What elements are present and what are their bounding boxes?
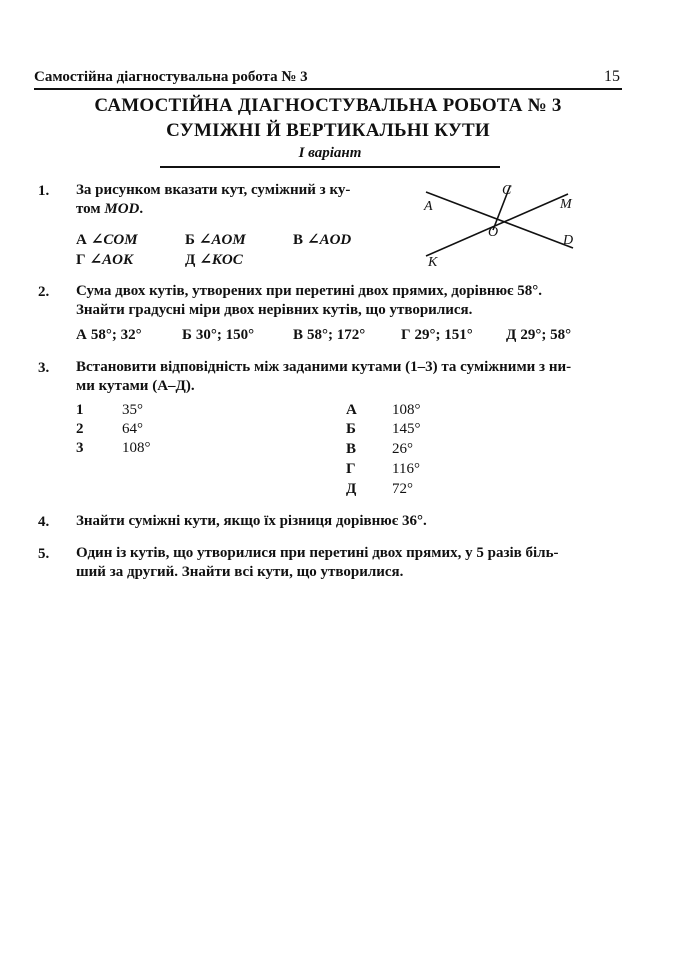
task-5-line-1: Один із кутів, що утворилися при перетині двох прямих, у 5 разів біль-: [76, 545, 559, 561]
title-line-2: СУМІЖНІ Й ВЕРТИКАЛЬНІ КУТИ: [166, 120, 490, 141]
task-1-line-2: [76, 200, 143, 219]
item-letter: В: [346, 441, 357, 457]
task-3-right-letter-a: [346, 402, 357, 419]
option-value: ∠COM: [90, 232, 138, 248]
label-a: A: [424, 199, 433, 214]
intersecting-lines-figure: [418, 180, 598, 270]
task-3-right-letter-c: [346, 441, 356, 458]
task-2-option-a[interactable]: [76, 327, 142, 344]
option-letter: Б: [185, 232, 195, 248]
task-3-right-letter-b: [346, 421, 356, 438]
task-3-left-item-2: [76, 421, 84, 438]
option-letter: Д: [185, 252, 196, 268]
task-3-left-item-1: [76, 402, 84, 419]
item-number: 3: [76, 440, 84, 456]
label-d: D: [563, 233, 574, 248]
page-number: 15: [604, 68, 620, 85]
task-1-number: 1.: [38, 183, 50, 199]
task-1-line-1: За рисунком вказати кут, суміжний з ку-: [76, 182, 351, 198]
task-3-right-value-e: [392, 481, 413, 498]
label-k: K: [428, 255, 438, 270]
option-letter: Г: [401, 327, 411, 343]
option-letter: А: [76, 232, 87, 248]
task-2-line-1: Сума двох кутів, утворених при перетині двох прямих, дорівнює 58°.: [76, 283, 543, 299]
task-2-option-c[interactable]: [293, 327, 365, 344]
line-a-d: [426, 192, 573, 248]
option-letter: Б: [182, 327, 192, 343]
option-value: ∠KOC: [199, 252, 243, 268]
task-3-right-value-b: [392, 421, 421, 438]
label-m: M: [560, 197, 572, 212]
task-3-number: 3.: [38, 360, 50, 376]
option-letter: Г: [76, 252, 86, 268]
task-3-right-letter-d: [346, 461, 356, 478]
task-3-left-value-1: [122, 402, 143, 419]
running-header: [34, 66, 622, 90]
option-letter: В: [293, 327, 304, 343]
option-value: ∠AOK: [89, 252, 133, 268]
task-2-option-d[interactable]: [401, 327, 473, 344]
option-value: 30°; 150°: [195, 327, 255, 343]
title-line-1: САМОСТІЙНА ДІАГНОСТУВАЛЬНА РОБОТА № 3: [94, 95, 562, 116]
task-2-number: 2.: [38, 284, 50, 300]
item-value: 108°: [392, 402, 421, 418]
task-1-option-d[interactable]: [76, 250, 133, 269]
task-3-right-value-c: [392, 441, 413, 458]
task-3-right-value-a: [392, 402, 421, 419]
option-letter: А: [76, 327, 87, 343]
item-number: 1: [76, 402, 84, 418]
item-value: 64°: [122, 421, 143, 437]
task-4-line-1: Знайти суміжні кути, якщо їх різниця дорівнює 36°.: [76, 513, 427, 529]
option-value: ∠AOD: [307, 232, 352, 248]
task-2-option-e[interactable]: [506, 327, 571, 344]
task-3-line-2: ми кутами (А–Д).: [76, 378, 195, 394]
label-o: O: [488, 225, 499, 240]
item-value: 35°: [122, 402, 143, 418]
item-letter: Б: [346, 421, 356, 437]
item-value: 26°: [392, 441, 413, 457]
item-letter: Г: [346, 461, 356, 477]
option-value: 29°; 58°: [520, 327, 572, 343]
item-value: 116°: [392, 461, 420, 477]
task-2-line-2: Знайти градусні міри двох нерівних кутів, що утворилися.: [76, 302, 473, 318]
task-5-line-2: ший за другий. Знайти всі кути, що утворилися.: [76, 564, 404, 580]
item-letter: А: [346, 402, 357, 418]
task-3-left-value-3: [122, 440, 151, 457]
task-1-option-c[interactable]: [293, 230, 351, 249]
task-4-number: 4.: [38, 514, 50, 530]
item-number: 2: [76, 421, 84, 437]
option-letter: В: [293, 232, 304, 248]
item-value: 108°: [122, 440, 151, 456]
option-value: ∠AOM: [198, 232, 246, 248]
variant-label: І варіант: [160, 145, 500, 168]
task-3-right-letter-e: [346, 481, 356, 498]
worksheet-title: [34, 93, 622, 143]
task-3-left-value-2: [122, 421, 143, 438]
task-5-number: 5.: [38, 546, 50, 562]
task-1-suffix: .: [139, 201, 144, 217]
label-c: C: [502, 183, 512, 198]
item-letter: Д: [346, 481, 357, 497]
task-3-right-value-d: [392, 461, 420, 478]
task-1-prefix: том: [76, 201, 105, 217]
option-value: 29°; 151°: [414, 327, 473, 343]
task-3-line-1: Встановити відповідність між заданими кутами (1–3) та суміжними з ни-: [76, 359, 572, 375]
item-value: 145°: [392, 421, 421, 437]
task-1-angle: MOD: [104, 201, 140, 217]
task-1-option-a[interactable]: [76, 230, 138, 249]
task-1-option-e[interactable]: [185, 250, 243, 269]
option-letter: Д: [506, 327, 517, 343]
option-value: 58°; 32°: [90, 327, 142, 343]
running-title: Самостійна діагностувальна робота № 3: [34, 69, 308, 85]
option-value: 58°; 172°: [307, 327, 366, 343]
task-2-option-b[interactable]: [182, 327, 254, 344]
task-3-left-item-3: [76, 440, 84, 457]
task-1-option-b[interactable]: [185, 230, 246, 249]
item-value: 72°: [392, 481, 413, 497]
